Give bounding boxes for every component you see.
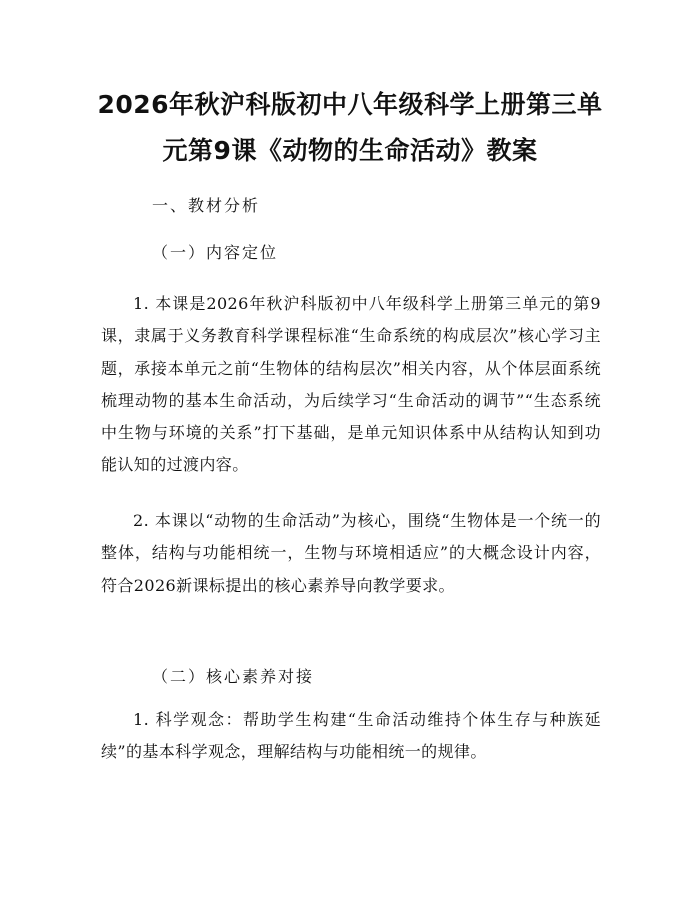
document-title-line-1: 2026年秋沪科版初中八年级科学上册第三单 bbox=[97, 90, 603, 119]
paragraph-content-positioning-2: 2. 本课以“动物的生命活动”为核心，围绕“生物体是一个统一的整体，结构与功能相统一，生物与环境相适应”的大概念设计内容，符合2026新课标提出的核心素养导向教学要求。 bbox=[101, 511, 601, 595]
subsection-heading-content-positioning: （一）内容定位 bbox=[152, 243, 279, 262]
subsection-heading-core-literacy: （二）核心素养对接 bbox=[152, 667, 315, 686]
paragraph-content-positioning-1: 1. 本课是2026年秋沪科版初中八年级科学上册第三单元的第9课，隶属于义务教育科学课程标准“生命系统的构成层次”核心学习主题，承接本单元之前“生物体的结构层次”相关内容，从个体层面系统梳理动物的基本生命活动，为后续学习“生命活动的调节”“生态系统中生物与环境的关系”打下基础，是单元知识体系中从结构认知到功能认知的过渡内容。 bbox=[101, 294, 601, 475]
paragraph-core-literacy-1: 1. 科学观念：帮助学生构建“生命活动维持个体生存与种族延续”的基本科学观念，理解结构与功能相统一的规律。 bbox=[101, 710, 601, 762]
section-heading-textbook-analysis: 一、教材分析 bbox=[152, 196, 261, 215]
document-title-line-2: 元第9课《动物的生命活动》教案 bbox=[162, 136, 538, 165]
